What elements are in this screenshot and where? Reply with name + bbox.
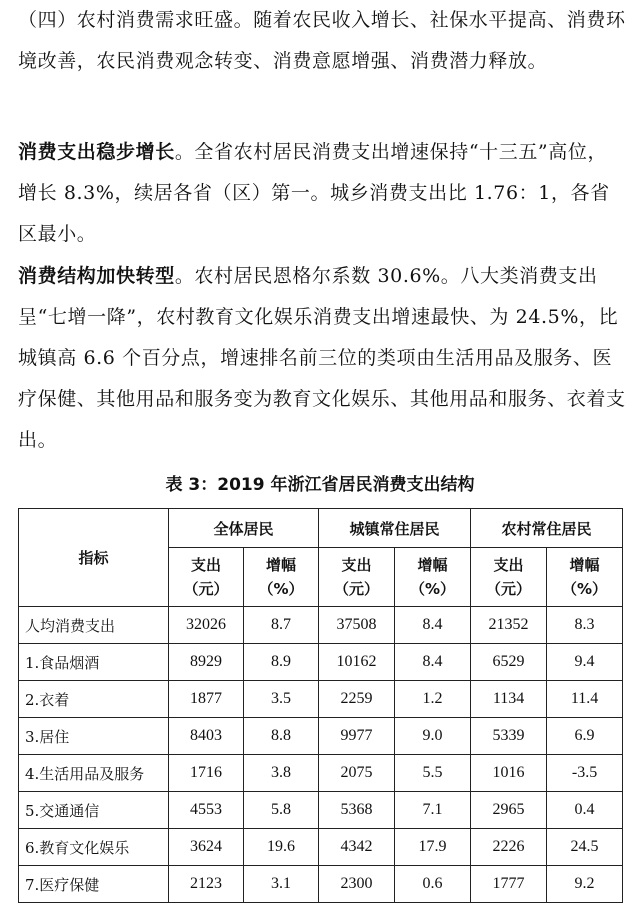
table-row — [19, 792, 623, 829]
cell-value: 9.0 — [395, 718, 471, 755]
row-label: 1.食品烟酒 — [19, 644, 169, 681]
cell-value: 5368 — [319, 792, 395, 829]
cell-value: 9977 — [319, 718, 395, 755]
cell-value: 5.8 — [244, 792, 319, 829]
cell-value: -3.5 — [547, 755, 623, 792]
row-label: 2.衣着 — [19, 681, 169, 718]
row-label: 6.教育文化娱乐 — [19, 829, 169, 866]
paragraph-text: 。全省农村居民消费支出增速保持“十三五”高位，增长 8.3%，续居各省（区）第一。城乡消费支出比 1.76：1，各省区最小。 — [18, 141, 610, 245]
cell-value: 3.8 — [244, 755, 319, 792]
cell-value: 2123 — [169, 866, 244, 903]
table-row — [19, 607, 623, 644]
cell-value: 1016 — [471, 755, 547, 792]
cell-value: 0.6 — [395, 866, 471, 903]
cell-value: 2226 — [471, 829, 547, 866]
cell-value: 8.9 — [244, 644, 319, 681]
table-row — [19, 644, 623, 681]
cell-value: 4342 — [319, 829, 395, 866]
cell-value: 6.9 — [547, 718, 623, 755]
paragraph-text: 。农村居民恩格尔系数 30.6%。八大类消费支出呈“七增一降”，农村教育文化娱乐消费支出增速最快、为 24.5%，比城镇高 6.6 个百分点，增速排名前三位的类项由生活用品及服务、医疗保健、其他用品和服务变为教育文化娱乐、其他用品和服务、衣着支出。 — [18, 265, 626, 451]
group-header-all: 全体居民 — [169, 509, 319, 548]
cell-value: 17.9 — [395, 829, 471, 866]
row-label: 5.交通通信 — [19, 792, 169, 829]
cell-value: 8929 — [169, 644, 244, 681]
cell-value: 5339 — [471, 718, 547, 755]
cell-value: 8403 — [169, 718, 244, 755]
cell-value: 3624 — [169, 829, 244, 866]
cell-value: 7.1 — [395, 792, 471, 829]
cell-value: 1.2 — [395, 681, 471, 718]
paragraph-heading: 消费支出稳步增长 — [18, 141, 175, 163]
cell-value: 3.1 — [244, 866, 319, 903]
cell-value: 10162 — [319, 644, 395, 681]
cell-value: 37508 — [319, 607, 395, 644]
cell-value: 0.4 — [547, 792, 623, 829]
cell-value: 6529 — [471, 644, 547, 681]
growth-header: 增幅 （%） — [395, 548, 471, 607]
cell-value: 9.2 — [547, 866, 623, 903]
cell-value: 1134 — [471, 681, 547, 718]
paragraph-rural-consumption — [18, 0, 626, 82]
group-header-rural: 农村常住居民 — [471, 509, 623, 548]
cell-value: 9.4 — [547, 644, 623, 681]
table-row — [19, 755, 623, 792]
cell-value: 1777 — [471, 866, 547, 903]
cell-value: 11.4 — [547, 681, 623, 718]
row-label: 3.居住 — [19, 718, 169, 755]
cell-value: 8.3 — [547, 607, 623, 644]
table-row — [19, 681, 623, 718]
cell-value: 2300 — [319, 866, 395, 903]
cell-value: 2965 — [471, 792, 547, 829]
row-label: 7.医疗保健 — [19, 866, 169, 903]
spend-header: 支出 （元） — [169, 548, 244, 607]
cell-value: 32026 — [169, 607, 244, 644]
table-row — [19, 718, 623, 755]
cell-value: 1716 — [169, 755, 244, 792]
paragraph-heading: 消费结构加快转型 — [18, 265, 175, 287]
growth-header: 增幅 （%） — [244, 548, 319, 607]
growth-header: 增幅 （%） — [547, 548, 623, 607]
spend-header: 支出 （元） — [471, 548, 547, 607]
indicator-header: 指标 — [19, 509, 169, 607]
table-header-row — [19, 509, 623, 548]
cell-value: 8.4 — [395, 644, 471, 681]
row-label: 人均消费支出 — [19, 607, 169, 644]
row-label: 4.生活用品及服务 — [19, 755, 169, 792]
cell-value: 4553 — [169, 792, 244, 829]
group-header-urban: 城镇常住居民 — [319, 509, 471, 548]
table-row — [19, 829, 623, 866]
cell-value: 24.5 — [547, 829, 623, 866]
cell-value: 8.8 — [244, 718, 319, 755]
table-title: 表 3：2019 年浙江省居民消费支出结构 — [165, 475, 475, 495]
cell-value: 19.6 — [244, 829, 319, 866]
cell-value: 2075 — [319, 755, 395, 792]
cell-value: 3.5 — [244, 681, 319, 718]
cell-value: 8.7 — [244, 607, 319, 644]
cell-value: 2259 — [319, 681, 395, 718]
paragraph-spending-growth — [18, 132, 626, 255]
cell-value: 21352 — [471, 607, 547, 644]
cell-value: 5.5 — [395, 755, 471, 792]
paragraph-text: （四）农村消费需求旺盛。随着农民收入增长、社保水平提高、消费环境改善，农民消费观念转变、消费意愿增强、消费潜力释放。 — [18, 9, 626, 72]
spend-header: 支出 （元） — [319, 548, 395, 607]
consumption-structure-table — [18, 508, 623, 903]
paragraph-structure-transition — [18, 256, 626, 461]
cell-value: 1877 — [169, 681, 244, 718]
cell-value: 8.4 — [395, 607, 471, 644]
table-row — [19, 866, 623, 903]
